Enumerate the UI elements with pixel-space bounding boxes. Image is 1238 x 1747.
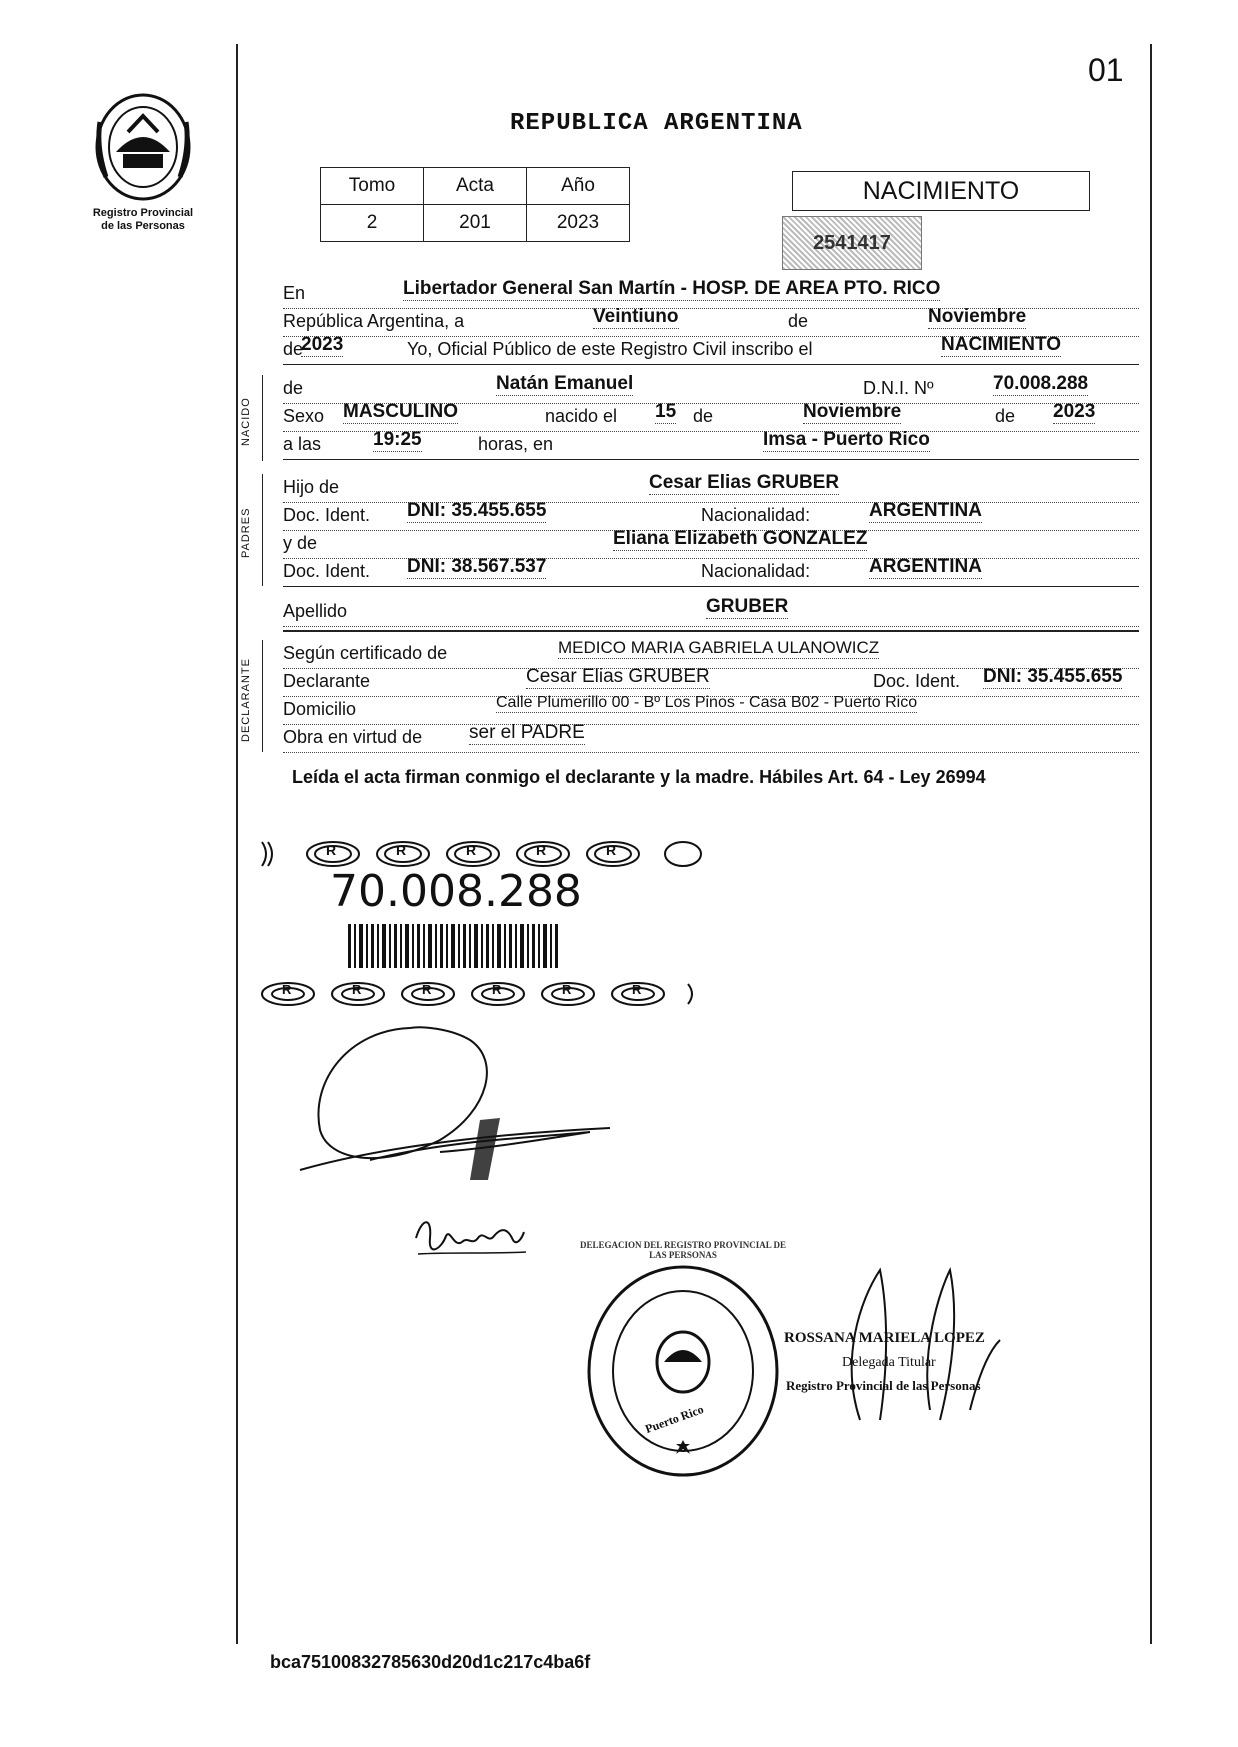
label-padre-nac: Nacionalidad: [701, 505, 811, 525]
madre-nac: ARGENTINA [869, 556, 982, 577]
declarante-signature [290, 1020, 620, 1190]
bracket-padres [262, 474, 273, 586]
domicilio-value: Calle Plumerillo 00 - Bº Los Pinos - Casa B02 - Puerto Rico [496, 694, 918, 711]
label-declarante-doc: Doc. Ident. [873, 671, 961, 691]
pattern-letter: R [492, 982, 502, 997]
dni-security-block [258, 832, 708, 1012]
nacido-sexo: MASCULINO [343, 401, 459, 422]
label-de: de [788, 311, 809, 331]
padre-doc: DNI: 35.455.655 [407, 500, 547, 521]
label-madre-doc: Doc. Ident. [283, 561, 371, 581]
label-obra: Obra en virtud de [283, 727, 423, 747]
official-role: Delegada Titular [842, 1355, 936, 1370]
row-certificado [283, 640, 1139, 669]
stamp-inner-text: Puerto Rico [643, 1402, 706, 1437]
label-declarante: Declarante [283, 671, 371, 691]
label-y-de: y de [283, 533, 318, 553]
value-tomo: 2 [321, 205, 424, 242]
row-nacido-sexo [283, 403, 1139, 432]
document-title: REPUBLICA ARGENTINA [510, 110, 803, 137]
dni-big-number: 70.008.288 [330, 866, 582, 917]
fecha-act: NACIMIENTO [941, 334, 1061, 355]
lugar-value: Libertador General San Martín - HOSP. DE AREA PTO. RICO [403, 278, 941, 299]
logo-caption-line2: de las Personas [101, 220, 185, 232]
act-number-stamp-text: 2541417 [813, 232, 891, 254]
header-tomo: Tomo [321, 168, 424, 205]
obra-value: ser el PADRE [469, 722, 585, 743]
pattern-letter: R [396, 842, 407, 858]
nacido-year: 2023 [1053, 401, 1096, 422]
declarante-name: Cesar Elias GRUBER [526, 666, 710, 687]
label-nacido-de2: de [693, 406, 714, 426]
row-declarante [283, 668, 1139, 697]
page-number: 01 [1088, 52, 1124, 88]
label-apellido: Apellido [283, 601, 348, 621]
pattern-letter: R [632, 982, 642, 997]
row-inscribo [283, 336, 1139, 365]
label-certificado: Según certificado de [283, 643, 448, 663]
pattern-letter: R [282, 982, 292, 997]
header-anio: Año [527, 168, 630, 205]
stamp-seal-icon [584, 1262, 782, 1480]
section-declarante [238, 658, 260, 842]
apellido-rule [283, 630, 1139, 632]
nacido-name: Natán Emanuel [496, 373, 634, 394]
row-y-de [283, 530, 1139, 559]
header-acta: Acta [424, 168, 527, 205]
row-nacido-nombre [283, 375, 1139, 404]
row-hijo-de [283, 474, 1139, 503]
value-anio: 2023 [527, 205, 630, 242]
pattern-letter: R [562, 982, 572, 997]
label-alas: a las [283, 434, 322, 454]
registry-table [320, 167, 630, 242]
label-madre-nac: Nacionalidad: [701, 561, 811, 581]
madre-doc: DNI: 38.567.537 [407, 556, 547, 577]
label-horas: horas, en [478, 434, 554, 454]
pattern-letter: R [466, 842, 477, 858]
pattern-letter: R [352, 982, 362, 997]
section-padres-label: PADRES [240, 507, 252, 558]
label-yo: Yo, Oficial Público de este Registro Civil inscribo el [407, 339, 813, 359]
act-type-box: NACIMIENTO [792, 171, 1090, 211]
pattern-letter: R [422, 982, 432, 997]
row-nacido-hora [283, 431, 1139, 460]
label-domicilio: Domicilio [283, 699, 357, 719]
label-nacido-de: de [283, 378, 304, 398]
value-acta: 201 [424, 205, 527, 242]
declarante-doc: DNI: 35.455.655 [983, 666, 1123, 687]
label-nacido-el: nacido el [545, 406, 618, 426]
label-dni: D.N.I. Nº [863, 378, 934, 398]
document-hash: bca75100832785630d20d1c217c4ba6f [270, 1652, 591, 1672]
official-stamp [579, 1240, 787, 1480]
certificado-value: MEDICO MARIA GABRIELA ULANOWICZ [558, 638, 880, 657]
row-padre-doc [283, 502, 1139, 531]
pattern-letter: R [326, 842, 337, 858]
right-margin-line [1150, 44, 1152, 1644]
nacido-month: Noviembre [803, 401, 902, 422]
leida-text: Leída el acta firman conmigo el declarante y la madre. Hábiles Art. 64 - Ley 26994 [292, 767, 986, 787]
label-en: En [283, 283, 306, 303]
logo-caption-line1: Registro Provincial [92, 207, 194, 219]
section-padres [238, 507, 260, 628]
act-number-stamp [782, 216, 922, 270]
official-name: ROSSANA MARIELA LOPEZ [784, 1330, 985, 1346]
label-de2: de [283, 339, 304, 359]
fecha-month: Noviembre [928, 306, 1027, 327]
nacido-lugar: Imsa - Puerto Rico [763, 429, 930, 450]
row-fecha [283, 308, 1139, 337]
padre-name: Cesar Elias GRUBER [649, 472, 840, 493]
pattern-letter: R [606, 842, 617, 858]
nacido-hora: 19:25 [373, 429, 422, 450]
madre-signature [412, 1208, 532, 1268]
province-seal-icon [88, 92, 198, 202]
row-obra [283, 724, 1139, 753]
apellido-value: GRUBER [706, 596, 789, 617]
registry-logo [88, 92, 198, 233]
row-madre-doc [283, 558, 1139, 587]
row-lugar [283, 280, 1139, 309]
stamp-ring-text: DELEGACION DEL REGISTRO PROVINCIAL DE LAS PERSONAS [579, 1240, 787, 1260]
padre-nac: ARGENTINA [869, 500, 982, 521]
nacido-day: 15 [655, 401, 677, 422]
label-hijo-de: Hijo de [283, 477, 340, 497]
row-apellido [283, 598, 1139, 627]
label-sexo: Sexo [283, 406, 325, 426]
bracket-declarante [262, 640, 273, 752]
left-margin-line [236, 44, 238, 1644]
official-org: Registro Provincial de las Personas [786, 1378, 981, 1393]
row-domicilio [283, 696, 1139, 725]
label-nacido-de3: de [995, 406, 1016, 426]
pattern-letter: R [536, 842, 547, 858]
label-padre-doc: Doc. Ident. [283, 505, 371, 525]
section-declarante-label: DECLARANTE [240, 658, 252, 742]
section-nacido-label: NACIDO [240, 397, 252, 446]
madre-name: Eliana Elizabeth GONZALEZ [613, 528, 868, 549]
bracket-nacido [262, 375, 273, 461]
nacido-dni: 70.008.288 [993, 373, 1089, 394]
fecha-day: Veintiuno [593, 306, 679, 327]
label-republica: República Argentina, a [283, 311, 465, 331]
fecha-year: 2023 [301, 334, 344, 355]
